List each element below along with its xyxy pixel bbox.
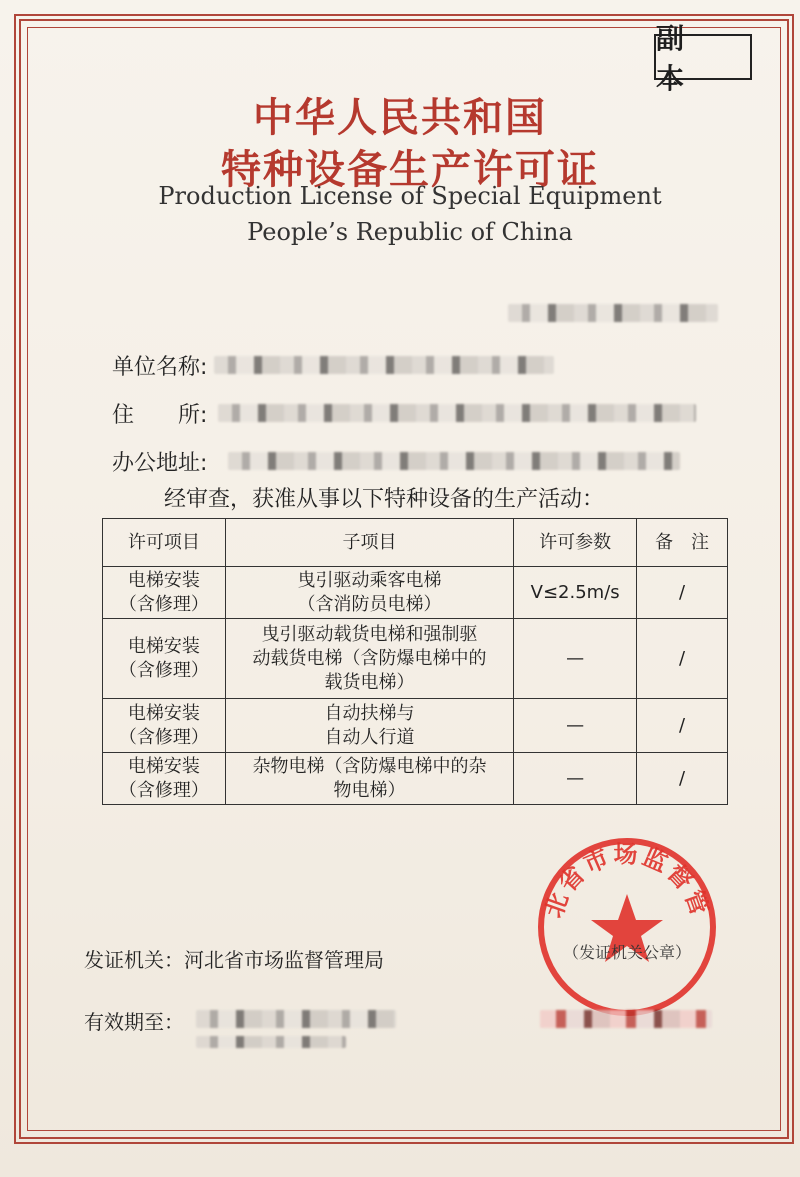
redacted-office-address [228, 452, 680, 470]
sub-item-cell: 曳引驱动载货电梯和强制驱 动载货电梯（含防爆电梯中的 载货电梯） [225, 619, 513, 699]
validity-label: 有效期至： [84, 1010, 184, 1034]
table-row [103, 753, 728, 805]
param-cell: V≤2.5m/s [514, 567, 637, 619]
address-label: 住 所: [112, 403, 208, 428]
param-cell: — [514, 619, 637, 699]
redacted-valid-date [196, 1010, 396, 1028]
note-cell: / [637, 619, 728, 699]
table-row [103, 619, 728, 699]
office-address-label: 办公地址: [112, 451, 208, 476]
header-cell: 备 注 [637, 519, 728, 567]
redacted-issue-date [540, 1010, 712, 1028]
title-en-line2: People’s Republic of China [247, 218, 573, 246]
license-table [102, 518, 728, 805]
issuer-line [84, 944, 384, 973]
table-row [103, 699, 728, 753]
title-cn-line2: 特种设备生产许可证 [221, 147, 599, 193]
sub-item-cell: 自动扶梯与 自动人行道 [225, 699, 513, 753]
issuer-name: 河北省市场监督管理局 [184, 948, 384, 972]
item-cell: 电梯安装 （含修理） [103, 619, 226, 699]
validity-line [84, 1006, 184, 1035]
param-cell: — [514, 753, 637, 805]
item-cell: 电梯安装 （含修理） [103, 699, 226, 753]
unit-name-label: 单位名称: [112, 355, 208, 380]
table-row [103, 567, 728, 619]
param-cell: — [514, 699, 637, 753]
title-en-line1: Production License of Special Equipment [158, 182, 662, 210]
seal-center-text: （发证机关公章） [562, 943, 692, 962]
sub-item-cell: 杂物电梯（含防爆电梯中的杂 物电梯） [225, 753, 513, 805]
redacted-unit-name [214, 356, 554, 374]
sub-item-cell: 曳引驱动乘客电梯 （含消防员电梯） [225, 567, 513, 619]
note-cell: / [637, 567, 728, 619]
header-cell: 许可参数 [514, 519, 637, 567]
item-cell: 电梯安装 （含修理） [103, 567, 226, 619]
intro-text: 经审查，获准从事以下特种设备的生产活动： [164, 487, 605, 512]
header-cell: 子项目 [225, 519, 513, 567]
seal-ring-text: 北省市场监督管 [539, 840, 715, 922]
issuer-label: 发证机关： [84, 948, 184, 972]
item-cell: 电梯安装 （含修理） [103, 753, 226, 805]
note-cell: / [637, 699, 728, 753]
copy-mark: 副 本 [654, 34, 752, 80]
header-cell: 许可项目 [103, 519, 226, 567]
redacted-extra [196, 1036, 346, 1048]
title-cn-line1: 中华人民共和国 [253, 95, 547, 141]
redacted-address [218, 404, 696, 422]
redacted-cert-number [508, 304, 718, 322]
official-seal [532, 832, 722, 1022]
table-header-row [103, 519, 728, 567]
note-cell: / [637, 753, 728, 805]
